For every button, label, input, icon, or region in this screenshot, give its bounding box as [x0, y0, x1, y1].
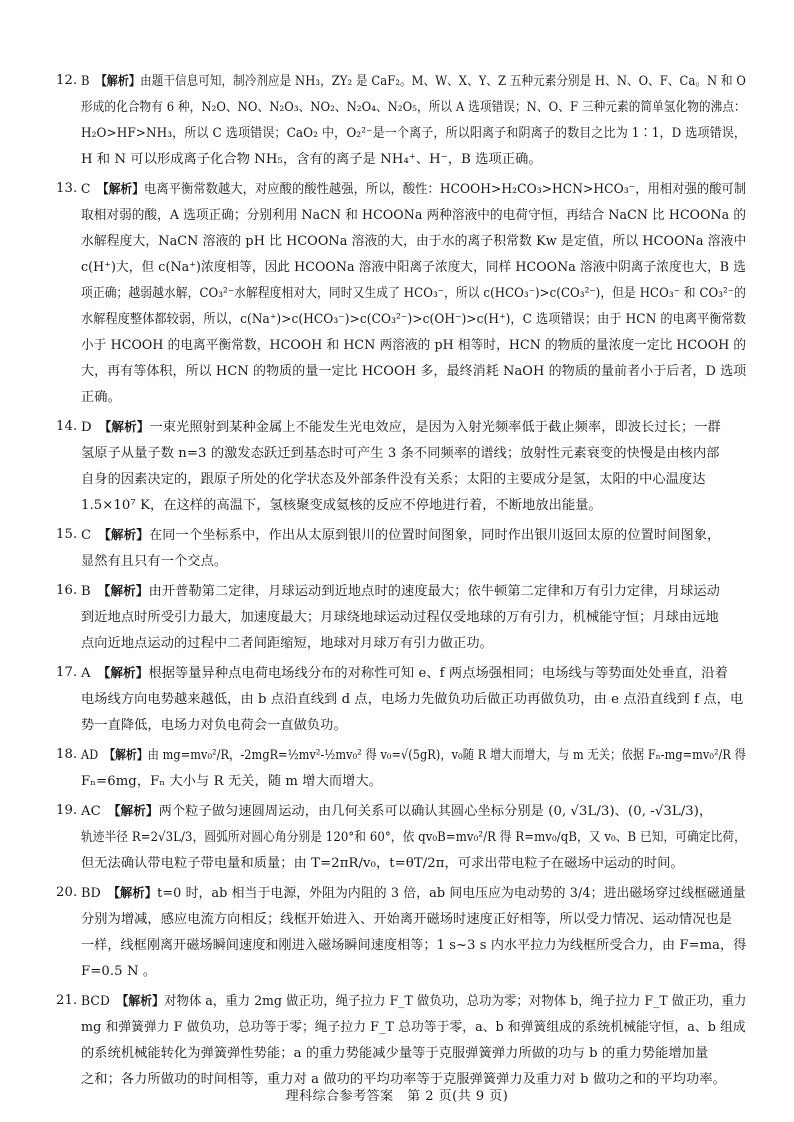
- explanation-line: [81, 333, 747, 359]
- explanation-text: 之和；各力所做功的时间相等，重力对 a 做功的平均功率等于克服弹簧弹力及重力对 b 做功之和的平均功率。: [81, 1072, 726, 1087]
- answer-choice: BD: [81, 886, 101, 901]
- explanation-tag: 【解析】: [96, 181, 145, 196]
- explanation-text: 的系统机械能转化为弹簧弹性势能；a 的重力势能减少量等于克服弹簧弹力所做的功与 b 的重力势能增加量: [81, 1046, 709, 1061]
- explanation-line: [81, 68, 746, 95]
- explanation-text: 势一直降低，电场力对负电荷会一直做负功。: [81, 718, 347, 733]
- explanation-text: 项正确；越弱越水解，CO₃²⁻水解程度相对大，同时又生成了 HCO₃⁻，所以 c(HCO₃⁻)>c(CO₃²⁻)，但是 HCO₃⁻ 和 CO₃²⁻的: [81, 286, 746, 301]
- answer-item: [56, 988, 746, 1093]
- answer-choice: AC: [81, 804, 101, 819]
- answer-item: [56, 660, 746, 739]
- explanation-line: [81, 851, 746, 877]
- question-number: 12.: [56, 73, 78, 88]
- answer-choice: B: [81, 74, 90, 89]
- explanation-line: [81, 203, 747, 229]
- explanation-text: 形成的化合物有 6 种，N₂O、NO、N₂O₃、NO₂、N₂O₄、N₂O₅，所以 A 选项错误；N、O、F 三种元素的简单氢化物的沸点：: [81, 100, 746, 115]
- explanation-text: 正确。: [81, 390, 121, 405]
- explanation-line: [81, 798, 746, 825]
- question-number: 17.: [56, 665, 78, 680]
- explanation-text: 一束光照射到某种金属上不能发生光电效应，是因为入射光频率低于截止频率，即波长过长；一群: [149, 420, 721, 435]
- explanation-text: 小于 HCOOH 的电离平衡常数，HCOOH 和 HCN 两溶液的 pH 相等时，HCN 的物质的量浓度一定比 HCOOH 的: [81, 338, 747, 353]
- explanation-text: t=0 时，ab 相当于电源，外阻为内阻的 3 倍，ab 间电压应为电动势的 3/4；进出磁场穿过线框磁通量: [157, 886, 746, 901]
- answer-item: [56, 68, 746, 173]
- answer-choice: A: [81, 666, 91, 681]
- explanation-text: 分别为增减，感应电流方向相反；线框开始进入、开始离开磁场时速度正好相等，所以受力情况、运动情况也是: [81, 912, 733, 927]
- explanation-text: 电离平衡常数越大，对应酸的酸性越强，所以，酸性：HCOOH>H₂CO₃>HCN>HCO₃⁻，用相对强的酸可制: [144, 182, 747, 197]
- answer-choice: AD: [81, 748, 99, 763]
- explanation-line: [81, 933, 747, 959]
- answer-choice: B: [81, 584, 91, 599]
- explanation-line: [81, 385, 746, 411]
- explanation-line: [81, 959, 746, 985]
- explanation-text: mg 和弹簧弹力 F 做负功，总功等于零；绳子拉力 F_T 总功等于零，a、b 和弹簧组成的系统机械能守恒，a、b 组成: [81, 1020, 746, 1035]
- explanation-line: [81, 147, 746, 173]
- explanation-line: [81, 255, 747, 281]
- explanation-text: H₂O>HF>NH₃，所以 C 选项错误；CaO₂ 中，O₂²⁻是一个离子，所以阳离子和阴离子的数目之比为 1∶1，D 选项错误，: [81, 126, 747, 141]
- explanation-line: [81, 769, 746, 795]
- question-number: 18.: [56, 747, 78, 762]
- explanation-line: [81, 307, 747, 333]
- answer-list: [56, 68, 746, 1093]
- explanation-text: Fₙ=6mg，Fₙ 大小与 R 无关，随 m 增大而增大。: [81, 774, 383, 789]
- answer-item: [56, 414, 746, 519]
- explanation-line: [81, 687, 746, 713]
- explanation-text: 但无法确认带电粒子带电量和质量；由 T=2πR/v₀，t=θT/2π，可求出带电粒子在磁场中运动的时间。: [81, 856, 684, 871]
- question-number: 19.: [56, 803, 78, 818]
- explanation-line: [81, 359, 747, 385]
- explanation-text: 到近地点时所受引力最大，加速度最大；月球绕地球运动过程仅受地球的万有引力，机械能守恒；月球由远地: [81, 610, 719, 625]
- question-number: 16.: [56, 583, 78, 598]
- explanation-line: [81, 441, 746, 467]
- explanation-text: 一样，线框刚离开磁场瞬间速度和刚进入磁场瞬间速度相等；1 s~3 s 内水平拉力为线框所受合力，由 F=ma，得: [81, 938, 747, 953]
- answer-choice: C: [81, 182, 91, 197]
- answer-choice: D: [81, 420, 92, 435]
- explanation-text: 在同一个坐标系中，作出从太原到银川的位置时间图象，同时作出银川返回太原的位置时间图象，: [148, 528, 721, 543]
- explanation-line: [81, 549, 746, 575]
- explanation-tag: 【解析】: [107, 803, 159, 818]
- explanation-tag: 【解析】: [116, 993, 165, 1008]
- question-number: 15.: [56, 527, 78, 542]
- question-number: 20.: [56, 885, 78, 900]
- explanation-line: [81, 631, 746, 657]
- answer-choice: BCD: [81, 994, 110, 1009]
- explanation-line: [81, 95, 746, 121]
- explanation-line: [81, 121, 747, 147]
- question-number: 14.: [56, 419, 78, 434]
- answer-item: [56, 742, 746, 795]
- explanation-text: 显然有且只有一个交点。: [81, 554, 228, 569]
- explanation-text: 1.5×10⁷ K，在这样的高温下，氢核聚变成氦核的反应不停地进行着，不断地放出能量。: [81, 498, 602, 513]
- question-number: 21.: [56, 993, 78, 1008]
- explanation-text: 电场线方向电势越来越低，由 b 点沿直线到 d 点，电场力先做负功后做正功再做负功，由 e 点沿直线到 f 点，电: [81, 692, 744, 707]
- answer-item: [56, 798, 746, 877]
- explanation-line: [81, 1041, 746, 1067]
- explanation-text: 点向近地点运动的过程中二者间距缩短，地球对月球万有引力做正功。: [81, 636, 493, 651]
- explanation-text: 自身的因素决定的，跟原子所处的化学状态及外部条件没有关系；太阳的主要成分是氢，太阳的中心温度达: [81, 472, 706, 487]
- explanation-line: [81, 229, 747, 255]
- explanation-line: [81, 1015, 746, 1041]
- answer-item: [56, 578, 746, 657]
- explanation-text: 对物体 a，重力 2mg 做正功，绳子拉力 F_T 做负功，总功为零；对物体 b，绳子拉力 F_T 做正功，重力: [164, 994, 747, 1009]
- explanation-line: [81, 988, 747, 1015]
- explanation-tag: 【解析】: [107, 885, 158, 900]
- answer-item: [56, 176, 746, 411]
- explanation-tag: 【解析】: [95, 73, 141, 88]
- explanation-text: 由开普勒第二定律，月球运动到近地点时的速度最大；依牛顿第二定律和万有引力定律，月球运动: [148, 584, 720, 599]
- explanation-text: 水解程度整体都较弱，所以，c(Na⁺)>c(HCO₃⁻)>c(CO₃²⁻)>c(OH⁻)>c(H⁺)，C 选项错误；由于 HCN 的电离平衡常数: [81, 312, 747, 327]
- question-number: 13.: [56, 181, 78, 196]
- explanation-line: [81, 605, 746, 631]
- explanation-text: H 和 N 可以形成离子化合物 NH₅，含有的离子是 NH₄⁺、H⁻，B 选项正确。: [81, 152, 542, 167]
- explanation-text: 由 mg=mv₀²/R，-2mgR=½mv²-½mv₀² 得 v₀=√(5gR)，v₀随 R 增大而增大，与 m 无关；依据 Fₙ-mg=mv₀²/R 得: [147, 748, 747, 763]
- explanation-text: 氢原子从量子数 n=3 的激发态跃迁到基态时可产生 3 条不同频率的谱线；放射性元素衰变的快慢是由核内部: [81, 446, 720, 461]
- explanation-line: [81, 880, 746, 907]
- explanation-tag: 【解析】: [97, 665, 149, 680]
- explanation-tag: 【解析】: [97, 583, 149, 598]
- explanation-text: 水解程度大，NaCN 溶液的 pH 比 HCOONa 溶液的大，由于水的离子积常数 Kw 是定值，所以 HCOONa 溶液中: [81, 234, 747, 249]
- explanation-text: F=0.5 N 。: [81, 964, 157, 979]
- explanation-line: [81, 281, 746, 307]
- page-footer: 理科综合参考答案 第 2 页(共 9 页): [285, 1089, 509, 1104]
- explanation-text: 轨迹半径 R=2√3L/3，圆弧所对圆心角分别是 120°和 60°，依 qv₀B=mv₀²/R 得 R=mv₀/qB，又 v₀、B 已知，可确定比荷，: [81, 830, 746, 845]
- explanation-text: 两个粒子做匀速圆周运动，由几何关系可以确认其圆心坐标分别是 (0, √3L/3)、(0, -√3L/3)，: [158, 804, 713, 819]
- explanation-line: [81, 176, 747, 203]
- explanation-tag: 【解析】: [98, 527, 149, 542]
- answer-item: [56, 880, 746, 985]
- explanation-tag: 【解析】: [98, 419, 150, 434]
- explanation-line: [81, 578, 746, 605]
- explanation-tag: 【解析】: [104, 747, 148, 762]
- explanation-text: c(H⁺)大，但 c(Na⁺)浓度相等，因此 HCOONa 溶液中阳离子浓度大，同样 HCOONa 溶液中阴离子浓度也大，B 选: [81, 260, 747, 275]
- explanation-line: [81, 467, 746, 493]
- explanation-line: [81, 414, 746, 441]
- explanation-text: 取相对弱的酸，A 选项正确；分别利用 NaCN 和 HCOONa 两种溶液中的电荷守恒，再结合 NaCN 比 HCOONa 的: [81, 208, 747, 223]
- explanation-text: 根据等量异种点电荷电场线分布的对称性可知 e、f 两点场强相同；电场线与等势面处处垂直，沿着: [148, 666, 728, 681]
- explanation-line: [81, 713, 746, 739]
- explanation-line: [81, 907, 746, 933]
- explanation-line: [81, 825, 746, 851]
- explanation-text: 大，再有等体积，所以 HCN 的物质的量一定比 HCOOH 多，最终消耗 NaOH 的物质的量前者小于后者，D 选项: [81, 364, 747, 379]
- answer-choice: C: [81, 528, 92, 543]
- explanation-text: 由题干信息可知，制冷剂应是 NH₃，ZY₂ 是 CaF₂。M、W、X、Y、Z 五种元素分别是 H、N、O、F、Ca。N 和 O: [140, 74, 746, 89]
- explanation-line: [81, 522, 746, 549]
- answer-item: [56, 522, 746, 575]
- explanation-line: [81, 742, 747, 769]
- explanation-line: [81, 660, 746, 687]
- explanation-line: [81, 493, 746, 519]
